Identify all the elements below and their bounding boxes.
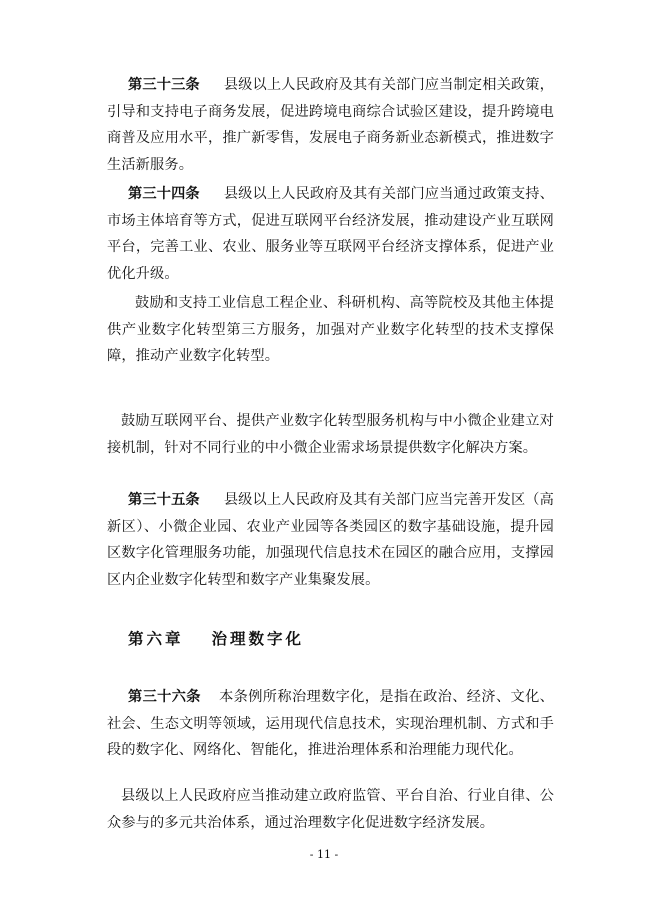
article-34-label: 第三十四条	[128, 186, 200, 202]
article-36-paragraph-2-text: 县级以上人民政府应当推动建立政府监管、平台自治、行业自律、公众参与的多元共治体系，通过治理数字化促进数字经济发展。	[107, 788, 554, 831]
article-36-label: 第三十六条	[128, 689, 201, 705]
article-35-label: 第三十五条	[128, 492, 200, 508]
article-36-paragraph-2	[107, 783, 554, 836]
article-34-paragraph-2-text: 鼓励和支持工业信息工程企业、科研机构、高等院校及其他主体提供产业数字化转型第三方服务，加强对产业数字化转型的技术支撑保障，推动产业数字化转型。	[107, 295, 554, 364]
article-36-text: 本条例所称治理数字化，是指在政治、经济、文化、社会、生态文明等领域，运用现代信息技术，实现治理机制、方式和手段的数字化、网络化、智能化，推进治理体系和治理能力现代化。	[107, 689, 554, 758]
article-34-paragraph-2	[107, 290, 554, 370]
chapter-title: 治理数字化	[211, 629, 305, 648]
article-35-text: 县级以上人民政府及其有关部门应当完善开发区（高新区）、小微企业园、农业产业园等各类园区的数字基础设施，提升园区数字化管理服务功能，加强现代信息技术在园区的融合应用，支撑园区内企业数字化转型和数字产业集聚发展。	[107, 492, 554, 588]
article-34	[107, 181, 554, 287]
article-33-text: 县级以上人民政府及其有关部门应当制定相关政策，引导和支持电子商务发展，促进跨境电商综合试验区建设，提升跨境电商普及应用水平，推广新零售，发展电子商务新业态新模式，推进数字生活新服务。	[107, 77, 554, 173]
chapter-heading	[128, 627, 304, 649]
article-33-label: 第三十三条	[128, 77, 200, 93]
page-number: - 11 -	[309, 848, 339, 861]
article-33	[107, 72, 554, 178]
article-34-paragraph-3-text: 鼓励互联网平台、提供产业数字化转型服务机构与中小微企业建立对接机制，针对不同行业的中小微企业需求场景提供数字化解决方案。	[107, 413, 554, 456]
article-34-paragraph-3	[107, 408, 554, 461]
article-34-text: 县级以上人民政府及其有关部门应当通过政策支持、市场主体培育等方式，促进互联网平台经济发展，推动建设产业互联网平台，完善工业、农业、服务业等互联网平台经济支撑体系，促进产业优化升级。	[107, 186, 554, 282]
article-36	[107, 684, 554, 764]
article-35	[107, 487, 554, 593]
chapter-number: 第六章	[128, 629, 184, 648]
